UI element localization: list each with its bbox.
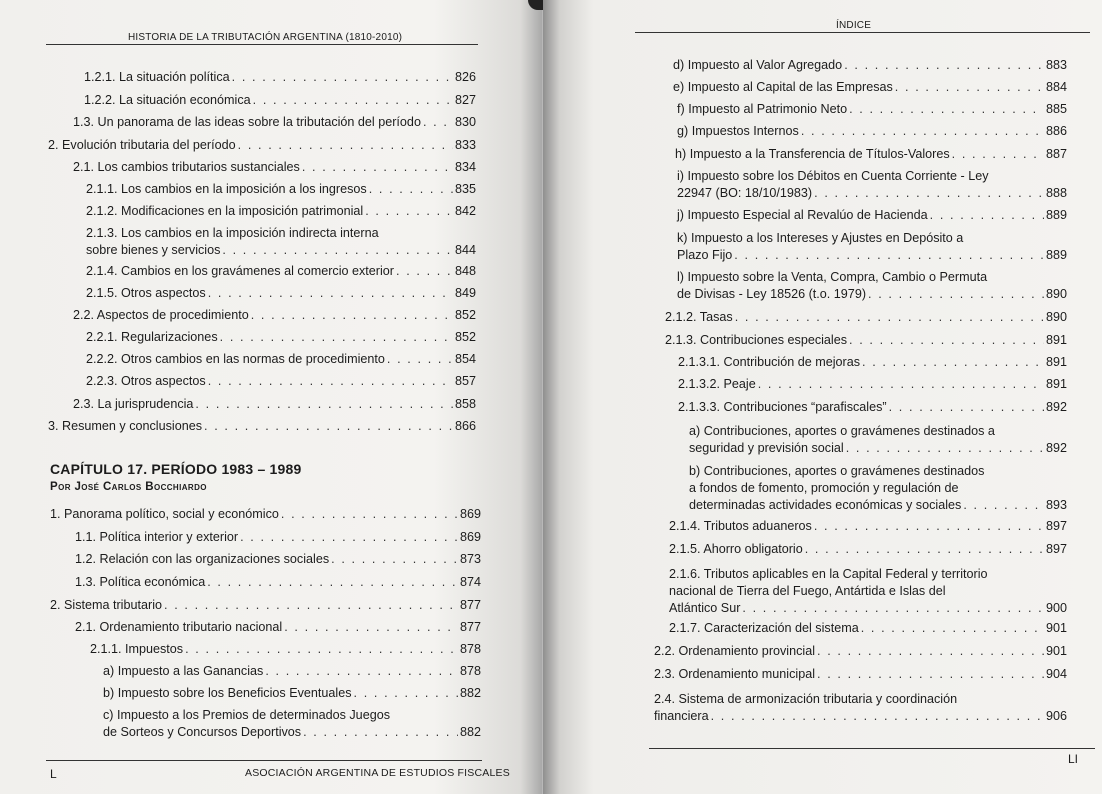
toc-entry-title: 2.2.1. Regularizaciones (86, 330, 218, 344)
toc-entry-page-number: 830 (454, 115, 476, 129)
toc-entry-page-number: 900 (1045, 601, 1067, 615)
toc-entry[interactable] (673, 57, 1067, 74)
toc-entry-wrapped-line: c) Impuesto a los Premios de determinados Juegos (103, 708, 390, 722)
toc-entry-page-number: 852 (454, 308, 476, 322)
toc-entry-title: 2.2.2. Otros cambios en las normas de procedimiento (86, 352, 385, 366)
toc-entry[interactable] (689, 463, 1067, 514)
toc-entry-page-number: 869 (459, 507, 481, 521)
toc-entry-page-number: 897 (1045, 519, 1067, 533)
toc-entry-title: 2.2. Ordenamiento provincial (654, 644, 816, 658)
dot-leader (758, 376, 1044, 393)
toc-entry-page-number: 904 (1045, 667, 1067, 681)
toc-entry[interactable] (50, 597, 481, 614)
toc-entry-title: b) Impuesto sobre los Beneficios Eventuales (103, 686, 352, 700)
toc-entry[interactable] (48, 137, 476, 154)
toc-entry-wrapped-line: 2.1.6. Tributos aplicables en la Capital Federal y territorio (669, 567, 988, 581)
toc-entry-title: 3. Resumen y conclusiones (48, 419, 203, 433)
toc-entry-title: 2.3. Ordenamiento municipal (654, 667, 816, 681)
toc-entry-title: 1.2.2. La situación económica (84, 93, 251, 107)
toc-entry-page-number: 877 (459, 598, 481, 612)
toc-entry-title: 2.1.4. Cambios en los gravámenes al comercio exterior (86, 264, 394, 278)
dot-leader (208, 285, 453, 302)
toc-entry[interactable] (654, 666, 1067, 683)
toc-entry-page-number: 878 (459, 664, 481, 678)
toc-entry-title: j) Impuesto Especial al Revalúo de Hacienda (677, 208, 928, 222)
toc-entry-page-number: 877 (459, 620, 481, 634)
toc-entry[interactable] (48, 418, 476, 435)
toc-entry[interactable] (84, 69, 476, 86)
toc-entry-wrapped-line: l) Impuesto sobre la Venta, Compra, Cambio o Permuta (677, 270, 988, 284)
toc-entry[interactable] (86, 329, 476, 346)
toc-entry-page-number: 890 (1045, 287, 1067, 301)
dot-leader (204, 418, 453, 435)
toc-entry-title: 2.1.1. Los cambios en la imposición a los ingresos (86, 182, 367, 196)
dot-leader (868, 286, 1044, 303)
toc-entry-page-number: 835 (454, 182, 476, 196)
toc-entry[interactable] (665, 309, 1067, 326)
toc-entry-page-number: 885 (1045, 102, 1067, 116)
dot-leader (220, 329, 453, 346)
dot-leader (302, 159, 453, 176)
toc-entry-page-number: 833 (454, 138, 476, 152)
dot-leader (222, 242, 453, 259)
running-head-left: HISTORIA DE LA TRIBUTACIÓN ARGENTINA (1810-2010) (128, 32, 403, 43)
toc-entry-page-number: 889 (1045, 208, 1067, 222)
dot-leader (423, 114, 453, 131)
toc-entry[interactable] (669, 541, 1067, 558)
footer-rule-right (649, 748, 1095, 749)
toc-entry-page-number: 901 (1045, 621, 1067, 635)
toc-entry-page-number: 849 (454, 286, 476, 300)
toc-entry[interactable] (677, 230, 1067, 264)
footer-rule-left (46, 760, 482, 761)
toc-entry-page-number: 883 (1045, 58, 1067, 72)
toc-entry[interactable] (677, 168, 1067, 202)
toc-entry-page-number: 906 (1045, 709, 1067, 723)
footer-publisher: ASOCIACIÓN ARGENTINA DE ESTUDIOS FISCALES (245, 767, 510, 779)
toc-entry-title: 2. Evolución tributaria del período (48, 138, 236, 152)
toc-entry-page-number: 857 (454, 374, 476, 388)
toc-entry-title: 2.2.3. Otros aspectos (86, 374, 206, 388)
toc-entry[interactable] (73, 396, 476, 413)
dot-leader (849, 332, 1044, 349)
toc-entry-page-number: 891 (1045, 355, 1067, 369)
toc-entry-page-number: 893 (1045, 498, 1067, 512)
dot-leader (817, 643, 1044, 660)
dot-leader (801, 123, 1044, 140)
toc-entry-title: 2.1.3. Contribuciones especiales (665, 333, 848, 347)
dot-leader (846, 440, 1044, 457)
chapter-title: CAPÍTULO 17. PERÍODO 1983 – 1989 (50, 461, 302, 477)
toc-entry[interactable] (90, 641, 481, 658)
toc-entry-title: determinadas actividades económicas y sociales (689, 498, 962, 512)
right-page (543, 0, 1102, 794)
toc-entry-title: 22947 (BO: 18/10/1983) (677, 186, 813, 200)
dot-leader (185, 641, 458, 658)
dot-leader (253, 92, 453, 109)
toc-entry-title: Atlántico Sur (669, 601, 741, 615)
toc-entry-wrapped-line: a) Contribuciones, aportes o gravámenes destinados a (689, 424, 995, 438)
toc-entry-page-number: 890 (1045, 310, 1067, 324)
toc-entry-page-number: 848 (454, 264, 476, 278)
toc-entry[interactable] (669, 566, 1067, 617)
toc-entry[interactable] (86, 373, 476, 390)
dot-leader (930, 207, 1044, 224)
dot-leader (303, 724, 458, 741)
dot-leader (817, 666, 1044, 683)
toc-entry[interactable] (75, 619, 481, 636)
toc-entry-title: 2.1.3.1. Contribución de mejoras (678, 355, 861, 369)
toc-entry-title: Plazo Fijo (677, 248, 733, 262)
toc-entry-title: de Sorteos y Concursos Deportivos (103, 725, 302, 739)
left-page (0, 0, 542, 794)
dot-leader (396, 263, 453, 280)
dot-leader (734, 247, 1044, 264)
toc-entry[interactable] (50, 506, 481, 523)
dot-leader (281, 506, 458, 523)
toc-entry[interactable] (86, 351, 476, 368)
toc-entry-page-number: 882 (459, 686, 481, 700)
dot-leader (238, 137, 453, 154)
toc-entry[interactable] (678, 399, 1067, 416)
toc-entry[interactable] (654, 691, 1067, 725)
toc-entry-page-number: 873 (459, 552, 481, 566)
toc-entry-title: 2.1. Ordenamiento tributario nacional (75, 620, 283, 634)
toc-entry-page-number: 874 (459, 575, 481, 589)
dot-leader (195, 396, 453, 413)
toc-entry-title: 2.1.5. Otros aspectos (86, 286, 206, 300)
toc-entry-title: 1.1. Política interior y exterior (75, 530, 239, 544)
toc-entry[interactable] (669, 620, 1067, 637)
toc-entry-title: 2.1.7. Caracterización del sistema (669, 621, 859, 635)
toc-entry[interactable] (675, 146, 1067, 163)
toc-entry[interactable] (75, 529, 481, 546)
toc-entry-page-number: 897 (1045, 542, 1067, 556)
toc-entry[interactable] (75, 574, 481, 591)
toc-entry[interactable] (86, 285, 476, 302)
toc-entry-title: 2. Sistema tributario (50, 598, 162, 612)
dot-leader (895, 79, 1044, 96)
toc-entry-wrapped-line: nacional de Tierra del Fuego, Antártida e Islas del (669, 584, 946, 598)
dot-leader (814, 518, 1044, 535)
dot-leader (387, 351, 453, 368)
toc-entry-page-number: 852 (454, 330, 476, 344)
toc-entry[interactable] (689, 423, 1067, 457)
toc-entry-title: 2.1.2. Modificaciones en la imposición patrimonial (86, 204, 364, 218)
dot-leader (814, 185, 1044, 202)
toc-entry[interactable] (75, 551, 481, 568)
toc-entry-title: de Divisas - Ley 18526 (t.o. 1979) (677, 287, 867, 301)
page-folio-left: L (50, 767, 57, 781)
toc-entry-page-number: 854 (454, 352, 476, 366)
toc-entry[interactable] (84, 92, 476, 109)
dot-leader (164, 597, 458, 614)
toc-entry[interactable] (86, 181, 476, 198)
dot-leader (331, 551, 458, 568)
toc-entry-page-number: 834 (454, 160, 476, 174)
toc-entry-page-number: 827 (454, 93, 476, 107)
running-head-right: ÍNDICE (836, 20, 872, 31)
dot-leader (952, 146, 1044, 163)
toc-entry[interactable] (103, 663, 481, 680)
toc-entry-page-number: 892 (1045, 400, 1067, 414)
dot-leader (963, 497, 1044, 514)
toc-entry[interactable] (103, 707, 481, 741)
toc-entry-page-number: 866 (454, 419, 476, 433)
chapter-author: Por José Carlos Bocchiardo (50, 481, 207, 493)
toc-entry-wrapped-line: i) Impuesto sobre los Débitos en Cuenta Corriente - Ley (677, 169, 989, 183)
toc-entry[interactable] (677, 101, 1067, 118)
toc-entry-title: 1. Panorama político, social y económico (50, 507, 279, 521)
toc-entry-page-number: 826 (454, 70, 476, 84)
toc-entry-page-number: 891 (1045, 333, 1067, 347)
dot-leader (265, 663, 458, 680)
toc-entry[interactable] (678, 354, 1067, 371)
dot-leader (365, 203, 453, 220)
toc-entry[interactable] (73, 307, 476, 324)
toc-entry[interactable] (86, 203, 476, 220)
toc-entry[interactable] (86, 263, 476, 280)
toc-entry[interactable] (86, 225, 476, 259)
toc-entry-title: 2.3. La jurisprudencia (73, 397, 194, 411)
toc-entry[interactable] (103, 685, 481, 702)
toc-entry-wrapped-line: 2.1.3. Los cambios en la imposición indirecta interna (86, 226, 379, 240)
toc-entry[interactable] (669, 518, 1067, 535)
toc-entry-title: 2.1.4. Tributos aduaneros (669, 519, 812, 533)
toc-entry-title: 1.3. Política económica (75, 575, 206, 589)
dot-leader (711, 708, 1044, 725)
toc-entry-page-number: 858 (454, 397, 476, 411)
toc-entry-page-number: 842 (454, 204, 476, 218)
toc-entry-wrapped-line: a fondos de fomento, promoción y regulación de (689, 481, 959, 495)
toc-entry[interactable] (673, 79, 1067, 96)
toc-entry-title: 1.3. Un panorama de las ideas sobre la tributación del período (73, 115, 421, 129)
dot-leader (251, 307, 453, 324)
toc-entry-title: 2.1.3.2. Peaje (678, 377, 756, 391)
toc-entry-page-number: 891 (1045, 377, 1067, 391)
toc-entry-title: e) Impuesto al Capital de las Empresas (673, 80, 893, 94)
toc-entry-title: 1.2. Relación con las organizaciones sociales (75, 552, 330, 566)
toc-entry-title: a) Impuesto a las Ganancias (103, 664, 264, 678)
dot-leader (232, 69, 453, 86)
toc-entry-page-number: 892 (1045, 441, 1067, 455)
dot-leader (369, 181, 453, 198)
toc-entry-title: 1.2.1. La situación política (84, 70, 230, 84)
toc-entry[interactable] (678, 376, 1067, 393)
dot-leader (208, 373, 453, 390)
toc-entry-page-number: 844 (454, 243, 476, 257)
toc-entry-title: 2.1.1. Impuestos (90, 642, 184, 656)
toc-entry-page-number: 884 (1045, 80, 1067, 94)
toc-entry-title: sobre bienes y servicios (86, 243, 221, 257)
toc-entry-page-number: 889 (1045, 248, 1067, 262)
dot-leader (849, 101, 1044, 118)
toc-entry-title: 2.1.5. Ahorro obligatorio (669, 542, 803, 556)
dot-leader (354, 685, 458, 702)
dot-leader (735, 309, 1044, 326)
dot-leader (207, 574, 458, 591)
toc-entry-wrapped-line: b) Contribuciones, aportes o gravámenes destinados (689, 464, 985, 478)
dot-leader (862, 354, 1044, 371)
toc-entry-title: 2.1.2. Tasas (665, 310, 733, 324)
toc-entry-title: g) Impuestos Internos (677, 124, 799, 138)
toc-entry-page-number: 878 (459, 642, 481, 656)
toc-entry-page-number: 887 (1045, 147, 1067, 161)
toc-entry[interactable] (73, 114, 476, 131)
dot-leader (805, 541, 1044, 558)
toc-entry[interactable] (677, 207, 1067, 224)
toc-entry-page-number: 886 (1045, 124, 1067, 138)
toc-entry-page-number: 869 (459, 530, 481, 544)
header-rule-right (635, 32, 1090, 33)
toc-entry[interactable] (665, 332, 1067, 349)
toc-entry-title: 2.1. Los cambios tributarios sustanciales (73, 160, 300, 174)
toc-entry[interactable] (677, 123, 1067, 140)
dot-leader (844, 57, 1044, 74)
dot-leader (742, 600, 1044, 617)
toc-entry-title: f) Impuesto al Patrimonio Neto (677, 102, 848, 116)
toc-entry-page-number: 882 (459, 725, 481, 739)
header-rule-left (46, 44, 478, 45)
toc-entry-title: h) Impuesto a la Transferencia de Títulos-Valores (675, 147, 950, 161)
toc-entry-title: 2.1.3.3. Contribuciones “parafiscales” (678, 400, 887, 414)
toc-entry-page-number: 888 (1045, 186, 1067, 200)
toc-entry-title: d) Impuesto al Valor Agregado (673, 58, 843, 72)
toc-entry[interactable] (677, 269, 1067, 303)
toc-entry-wrapped-line: 2.4. Sistema de armonización tributaria y coordinación (654, 692, 958, 706)
page-folio-right: LI (1068, 752, 1079, 766)
dot-leader (240, 529, 458, 546)
dot-leader (861, 620, 1044, 637)
toc-entry-title: 2.2. Aspectos de procedimiento (73, 308, 249, 322)
toc-entry-page-number: 901 (1045, 644, 1067, 658)
dot-leader (284, 619, 458, 636)
toc-entry-title: financiera (654, 709, 709, 723)
toc-entry-wrapped-line: k) Impuesto a los Intereses y Ajustes en Depósito a (677, 231, 964, 245)
toc-entry[interactable] (654, 643, 1067, 660)
toc-entry-title: seguridad y previsión social (689, 441, 844, 455)
dot-leader (889, 399, 1044, 416)
toc-entry[interactable] (73, 159, 476, 176)
